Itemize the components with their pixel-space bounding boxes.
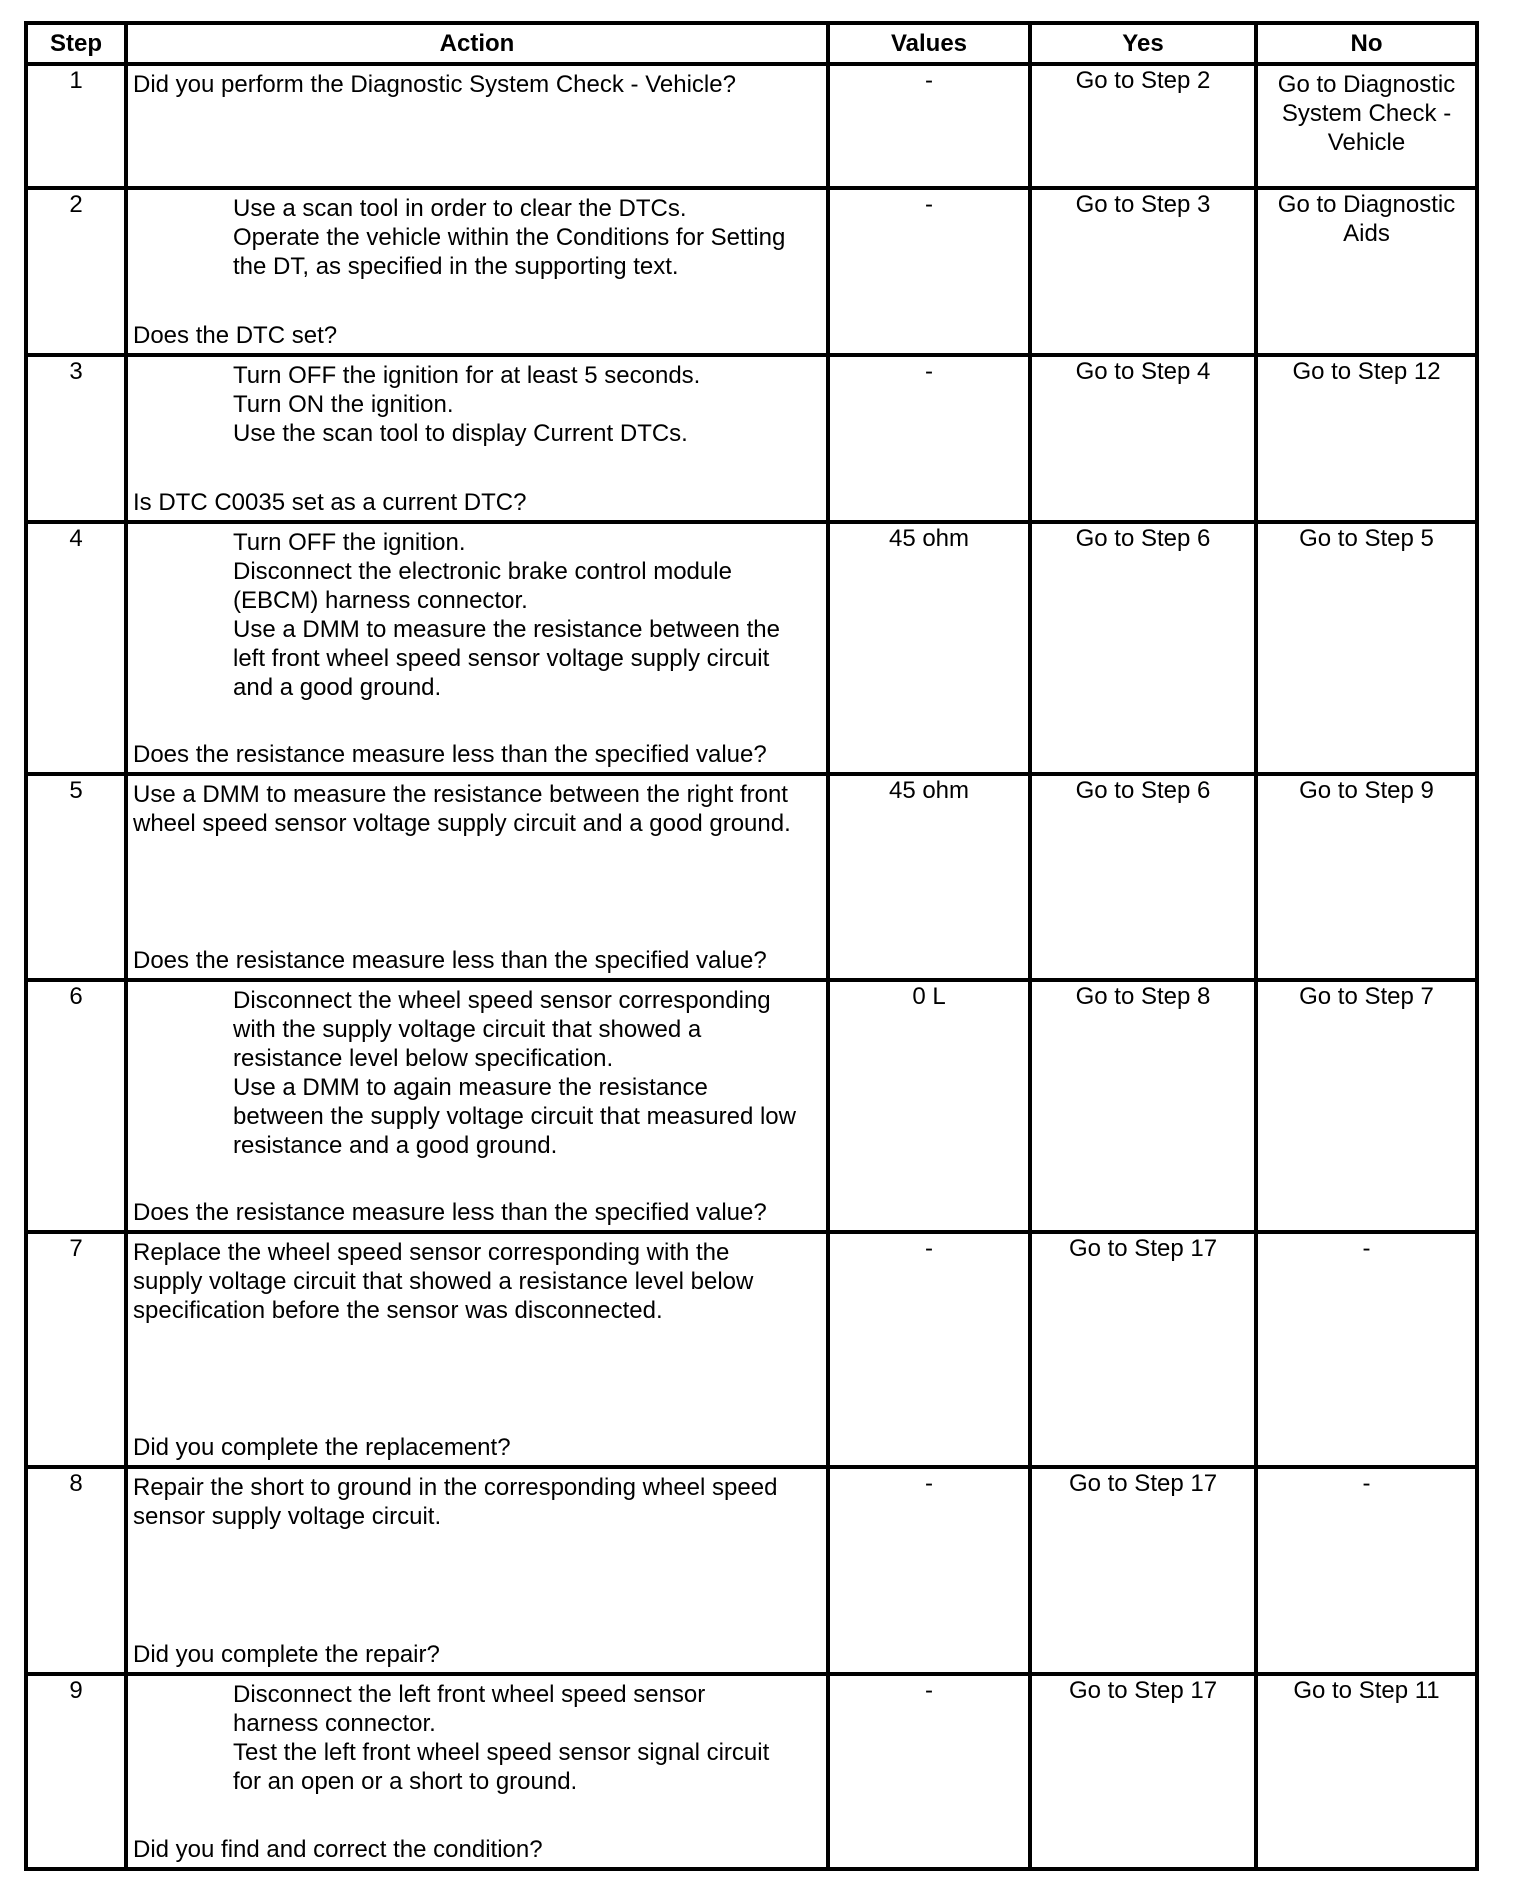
action-line: Disconnect the left front wheel speed sensor	[233, 1681, 706, 1708]
action-line: Turn OFF the ignition.	[233, 529, 466, 556]
header-no: No	[1256, 23, 1477, 64]
table-row	[26, 774, 1477, 980]
action-question	[128, 183, 826, 186]
step-number: 8	[26, 1467, 126, 1674]
action-line: Replace the wheel speed sensor corresponding with the	[133, 1239, 730, 1266]
value-cell: 0 L	[828, 980, 1030, 1232]
action-line: Use the scan tool to display Current DTCs.	[233, 420, 688, 447]
step-number: 3	[26, 355, 126, 522]
yes-cell: Go to Step 6	[1030, 774, 1256, 980]
action-question: Did you find and correct the condition?	[133, 1836, 543, 1863]
yes-cell: Go to Step 17	[1030, 1232, 1256, 1467]
no-line: -	[1362, 1470, 1371, 1497]
action-instructions	[128, 776, 826, 838]
action-line: Test the left front wheel speed sensor signal circuit	[233, 1739, 770, 1766]
yes-cell: Go to Step 4	[1030, 355, 1256, 522]
action-instructions	[128, 1469, 826, 1531]
yes-cell: Go to Step 17	[1030, 1674, 1256, 1869]
action-question: Did you complete the replacement?	[133, 1434, 511, 1461]
action-question: Does the resistance measure less than the specified value?	[133, 947, 767, 974]
yes-cell: Go to Step 6	[1030, 522, 1256, 774]
no-cell	[1256, 1674, 1477, 1869]
action-line: Repair the short to ground in the corresponding wheel speed	[133, 1474, 778, 1501]
no-line: Aids	[1343, 220, 1390, 247]
action-line: supply voltage circuit that showed a resistance level below	[133, 1268, 754, 1295]
table-row	[26, 64, 1477, 188]
value-cell: -	[828, 188, 1030, 355]
no-cell	[1256, 188, 1477, 355]
yes-cell: Go to Step 8	[1030, 980, 1256, 1232]
action-line: Operate the vehicle within the Conditions for Setting	[233, 224, 786, 251]
table-row	[26, 1674, 1477, 1869]
no-cell	[1256, 980, 1477, 1232]
action-line: Use a scan tool in order to clear the DTCs.	[233, 195, 687, 222]
action-question: Does the DTC set?	[133, 322, 338, 349]
header-row	[26, 23, 1477, 64]
no-line: Go to Step 11	[1293, 1677, 1440, 1704]
no-line: Go to Diagnostic	[1277, 71, 1456, 98]
header-yes: Yes	[1030, 23, 1256, 64]
action-cell	[126, 355, 828, 522]
action-line: sensor supply voltage circuit.	[133, 1503, 442, 1530]
no-line: Go to Diagnostic	[1277, 191, 1456, 218]
no-line: -	[1362, 1235, 1371, 1262]
action-instructions	[128, 1676, 826, 1796]
step-number: 7	[26, 1232, 126, 1467]
step-number: 6	[26, 980, 126, 1232]
value-cell: 45 ohm	[828, 522, 1030, 774]
action-line: Use a DMM to measure the resistance between the	[233, 616, 780, 643]
action-line: left front wheel speed sensor voltage supply circuit	[233, 645, 770, 672]
action-instructions	[128, 357, 826, 448]
value-cell: -	[828, 355, 1030, 522]
action-cell	[126, 1232, 828, 1467]
header-action: Action	[126, 23, 828, 64]
no-line: Go to Step 7	[1299, 983, 1434, 1010]
header-values: Values	[828, 23, 1030, 64]
action-cell	[126, 64, 828, 188]
action-line: Use a DMM to again measure the resistance	[233, 1074, 708, 1101]
action-instructions	[128, 190, 826, 281]
no-cell	[1256, 774, 1477, 980]
no-cell	[1256, 1232, 1477, 1467]
value-cell: 45 ohm	[828, 774, 1030, 980]
step-number: 9	[26, 1674, 126, 1869]
value-cell: -	[828, 1232, 1030, 1467]
no-cell	[1256, 1467, 1477, 1674]
action-question: Does the resistance measure less than the specified value?	[133, 1199, 767, 1226]
table-row	[26, 522, 1477, 774]
action-line: Disconnect the wheel speed sensor corresponding	[233, 987, 771, 1014]
action-line: Turn ON the ignition.	[233, 391, 454, 418]
action-line: for an open or a short to ground.	[233, 1768, 578, 1795]
table-row	[26, 980, 1477, 1232]
no-line: System Check -	[1281, 100, 1452, 127]
table-row	[26, 1232, 1477, 1467]
table-row	[26, 188, 1477, 355]
step-number: 4	[26, 522, 126, 774]
action-question: Is DTC C0035 set as a current DTC?	[133, 489, 527, 516]
diagnostic-table	[24, 21, 1479, 1871]
action-line: resistance and a good ground.	[233, 1132, 558, 1159]
yes-cell: Go to Step 3	[1030, 188, 1256, 355]
step-number: 1	[26, 64, 126, 188]
action-line: (EBCM) harness connector.	[233, 587, 528, 614]
no-line: Go to Step 9	[1299, 777, 1434, 804]
action-cell	[126, 522, 828, 774]
action-cell	[126, 980, 828, 1232]
value-cell: -	[828, 1674, 1030, 1869]
no-line: Vehicle	[1327, 129, 1406, 156]
action-instructions	[128, 982, 826, 1160]
action-line: between the supply voltage circuit that measured low	[233, 1103, 796, 1130]
header-step: Step	[26, 23, 126, 64]
action-instructions	[128, 524, 826, 702]
action-cell	[126, 1467, 828, 1674]
action-cell	[126, 188, 828, 355]
action-line: harness connector.	[233, 1710, 436, 1737]
action-instructions	[128, 1234, 826, 1325]
no-line: Go to Step 5	[1299, 525, 1434, 552]
yes-cell: Go to Step 17	[1030, 1467, 1256, 1674]
no-cell	[1256, 355, 1477, 522]
action-line: Turn OFF the ignition for at least 5 seconds.	[233, 362, 701, 389]
step-number: 2	[26, 188, 126, 355]
action-line: with the supply voltage circuit that showed a	[233, 1016, 702, 1043]
step-number: 5	[26, 774, 126, 980]
table-row	[26, 1467, 1477, 1674]
action-cell	[126, 1674, 828, 1869]
value-cell: -	[828, 64, 1030, 188]
action-instructions	[128, 66, 826, 99]
action-cell	[126, 774, 828, 980]
action-line: Disconnect the electronic brake control module	[233, 558, 732, 585]
no-line: Go to Step 12	[1292, 358, 1441, 385]
action-question: Does the resistance measure less than the specified value?	[133, 741, 767, 768]
action-line: the DT, as specified in the supporting text.	[233, 253, 679, 280]
action-question: Did you complete the repair?	[133, 1641, 440, 1668]
action-line: Use a DMM to measure the resistance between the right front	[133, 781, 788, 808]
yes-cell: Go to Step 2	[1030, 64, 1256, 188]
action-line: Did you perform the Diagnostic System Check - Vehicle?	[133, 71, 736, 98]
no-cell	[1256, 64, 1477, 188]
table-row	[26, 355, 1477, 522]
no-cell	[1256, 522, 1477, 774]
value-cell: -	[828, 1467, 1030, 1674]
action-line: specification before the sensor was disconnected.	[133, 1297, 663, 1324]
action-line: wheel speed sensor voltage supply circuit and a good ground.	[133, 810, 791, 837]
action-line: resistance level below specification.	[233, 1045, 614, 1072]
action-line: and a good ground.	[233, 674, 442, 701]
